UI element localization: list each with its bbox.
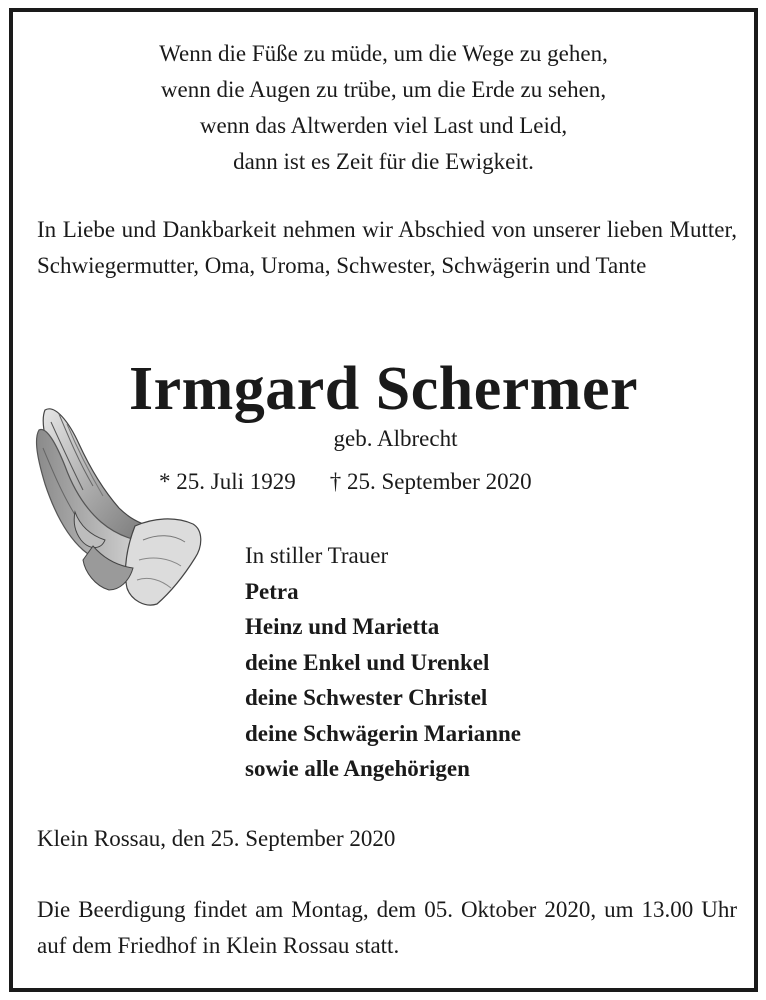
mourner-name: Petra [245,578,299,604]
mourner-name: deine Schwester Christel [245,685,488,710]
death-date: † 25. September 2020 [329,469,532,494]
deceased-name: Irmgard Schermer [129,355,638,423]
mourners-heading: In stiller Trauer [245,543,389,568]
birth-date: * 25. Juli 1929 [159,469,296,494]
obituary-notice [9,8,758,992]
poem [13,36,754,180]
praying-hands-icon [35,400,205,610]
mourner-name: deine Enkel und Urenkel [245,649,490,675]
mourner-name: Heinz und Marietta [245,614,440,639]
intro-text: In Liebe und Dankbarkeit nehmen wir Abschied von unserer lieben Mutter, Schwiegermutter, Oma, Uroma, Schwester, Schwägerin und Tante [37,217,737,278]
mourner-name: deine Schwägerin Marianne [245,720,521,746]
mourner-name: sowie alle Angehörigen [245,756,470,781]
poem-line: dann ist es Zeit für die Ewigkeit. [233,149,534,174]
poem-line: Wenn die Füße zu müde, um die Wege zu gehen, [159,41,608,66]
funeral-info: Die Beerdigung findet am Montag, dem 05. Oktober 2020, um 13.00 Uhr auf dem Friedhof in Klein Rossau statt. [37,897,737,958]
mourners-list [245,538,521,787]
poem-line: wenn das Altwerden viel Last und Leid, [199,113,568,138]
place-date: Klein Rossau, den 25. September 2020 [37,826,396,851]
poem-line: wenn die Augen zu trübe, um die Erde zu sehen, [160,77,607,102]
maiden-name: geb. Albrecht [333,426,458,451]
life-dates [159,467,532,497]
